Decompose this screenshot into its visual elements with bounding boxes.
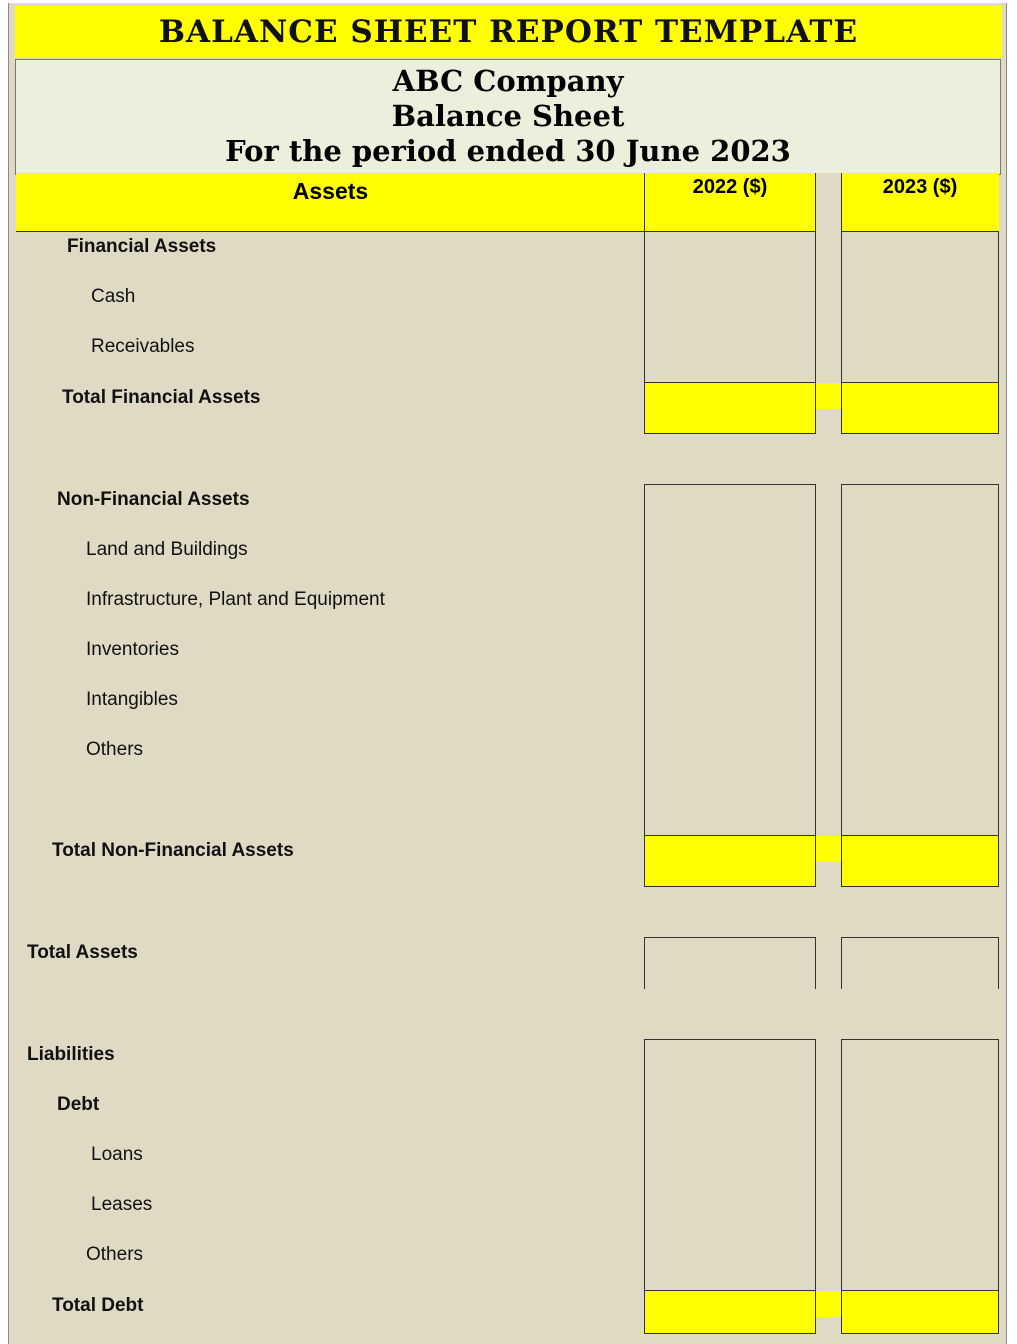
total-fa-2023-cell[interactable]: [841, 382, 999, 434]
total-debt-2022-cell[interactable]: [644, 1290, 816, 1334]
report-name: Balance Sheet: [391, 99, 625, 133]
total-debt-gap: [816, 1291, 841, 1317]
label-debt: Debt: [57, 1094, 100, 1115]
label-others-debt: Others: [86, 1244, 144, 1265]
label-total-assets: Total Assets: [27, 942, 138, 963]
label-financial-assets: Financial Assets: [67, 236, 217, 257]
header-assets: Assets: [292, 178, 369, 204]
total-fa-gap: [816, 383, 841, 409]
label-land-buildings: Land and Buildings: [86, 539, 248, 560]
label-total-non-financial-assets: Total Non-Financial Assets: [52, 840, 294, 861]
label-liabilities: Liabilities: [27, 1044, 115, 1065]
debt-2022-box[interactable]: [644, 1039, 816, 1291]
total-assets-2023-cell[interactable]: [841, 937, 999, 989]
fa-2022-box[interactable]: [644, 231, 816, 383]
total-nfa-2022-cell[interactable]: [644, 835, 816, 887]
label-non-financial-assets: Non-Financial Assets: [57, 489, 250, 510]
header-2023: 2023 ($): [882, 176, 958, 198]
company-name: ABC Company: [392, 64, 624, 98]
label-total-financial-assets: Total Financial Assets: [62, 387, 261, 408]
header-gap: [816, 173, 841, 232]
header-2022: 2022 ($): [692, 176, 768, 198]
label-total-debt: Total Debt: [52, 1295, 144, 1316]
label-loans: Loans: [91, 1144, 143, 1165]
nfa-2023-box[interactable]: [841, 484, 999, 836]
label-infrastructure: Infrastructure, Plant and Equipment: [86, 589, 385, 610]
report-title: BALANCE SHEET REPORT TEMPLATE: [15, 6, 1002, 58]
company-header: [15, 59, 1001, 175]
total-nfa-2023-cell[interactable]: [841, 835, 999, 887]
total-debt-2023-cell[interactable]: [841, 1290, 999, 1334]
debt-2023-box[interactable]: [841, 1039, 999, 1291]
total-nfa-gap: [816, 836, 841, 862]
total-assets-2022-cell[interactable]: [644, 937, 816, 989]
report-period: For the period ended 30 June 2023: [225, 134, 791, 168]
label-receivables: Receivables: [91, 336, 195, 357]
label-leases: Leases: [91, 1194, 153, 1215]
nfa-2022-box[interactable]: [644, 484, 816, 836]
label-cash: Cash: [91, 286, 136, 307]
label-intangibles: Intangibles: [86, 689, 178, 710]
total-fa-2022-cell[interactable]: [644, 382, 816, 434]
label-inventories: Inventories: [86, 639, 179, 660]
fa-2023-box[interactable]: [841, 231, 999, 383]
label-others-nfa: Others: [86, 739, 144, 760]
